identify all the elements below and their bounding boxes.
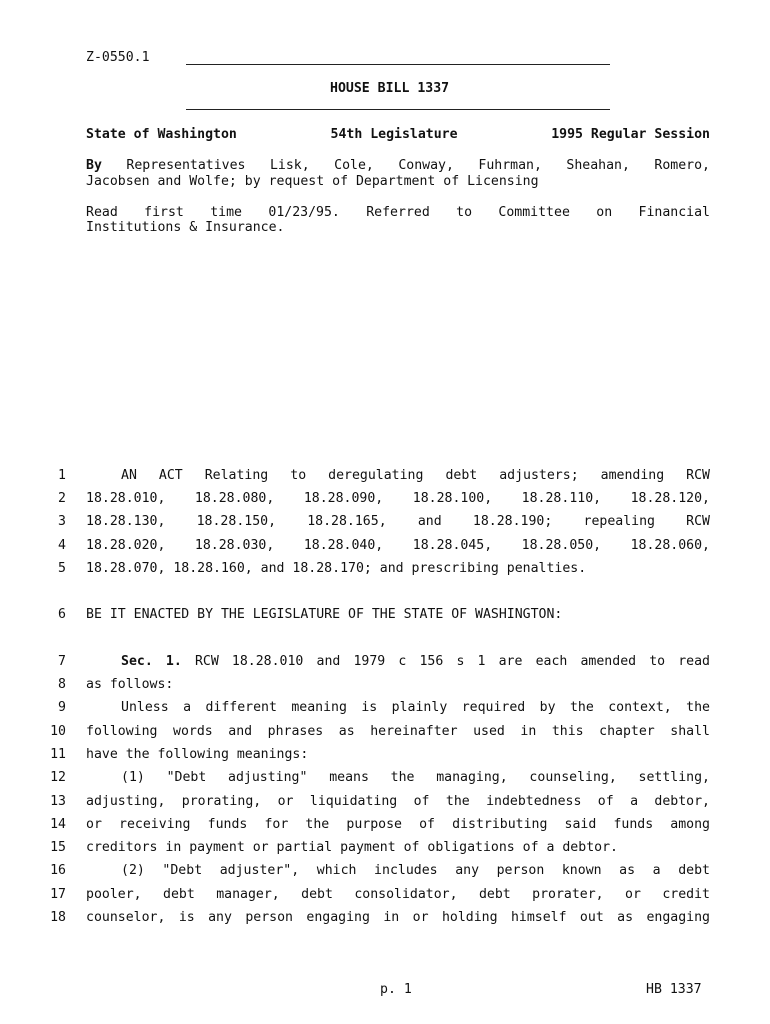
line-number: 4 (58, 538, 66, 553)
line-number: 15 (50, 840, 66, 855)
line-number: 10 (50, 724, 66, 739)
section-heading-text: RCW 18.28.010 and 1979 c 156 s 1 are each amended to read (194, 654, 710, 669)
line-number: 6 (58, 607, 66, 622)
body-line: following words and phrases as hereinafter used in this chapter shall (86, 724, 710, 739)
body-line: (1) "Debt adjusting" means the managing, counseling, settling, (121, 770, 710, 785)
body-line: have the following meanings: (86, 747, 309, 762)
body-line: pooler, debt manager, debt consolidator, debt prorater, or credit (86, 887, 710, 902)
line-number: 2 (58, 491, 66, 506)
line-number: 17 (50, 887, 66, 902)
line-number: 11 (50, 747, 66, 762)
line-number: 8 (58, 677, 66, 692)
read-line-2: Institutions & Insurance. (86, 220, 285, 235)
sponsors-line-2: Jacobsen and Wolfe; by request of Department of Licensing (86, 174, 539, 189)
bill-title: HOUSE BILL 1337 (330, 81, 450, 96)
body-line: counselor, is any person engaging in or holding himself out as engaging (86, 910, 710, 925)
enacting-clause: BE IT ENACTED BY THE LEGISLATURE OF THE STATE OF WASHINGTON: (86, 607, 563, 622)
section-heading-line (86, 652, 710, 672)
footer-bill-ref: HB 1337 (646, 982, 702, 997)
line-number: 12 (50, 770, 66, 785)
body-line: 18.28.010, 18.28.080, 18.28.090, 18.28.100, 18.28.110, 18.28.120, (86, 491, 710, 506)
section-label: Sec. 1. (121, 654, 182, 669)
body-line: 18.28.070, 18.28.160, and 18.28.170; and prescribing penalties. (86, 561, 587, 576)
line-number: 1 (58, 468, 66, 483)
header-rule-bottom (186, 109, 610, 110)
header-rule-top (186, 64, 610, 65)
line-number: 3 (58, 514, 66, 529)
line-number: 9 (58, 700, 66, 715)
by-label: By (86, 158, 102, 173)
body-line: Unless a different meaning is plainly required by the context, the (121, 700, 710, 715)
body-line: AN ACT Relating to deregulating debt adjusters; amending RCW (121, 468, 710, 483)
line-number: 5 (58, 561, 66, 576)
body-line: creditors in payment or partial payment of obligations of a debtor. (86, 840, 618, 855)
body-line: (2) "Debt adjuster", which includes any person known as a debt (121, 863, 710, 878)
page-number: p. 1 (380, 982, 412, 997)
body-line: or receiving funds for the purpose of distributing said funds among (86, 817, 710, 832)
body-line: 18.28.130, 18.28.150, 18.28.165, and 18.28.190; repealing RCW (86, 514, 710, 529)
read-line-1: Read first time 01/23/95. Referred to Committee on Financial (86, 205, 710, 220)
line-number: 13 (50, 794, 66, 809)
line-number: 16 (50, 863, 66, 878)
sponsors-text-1: Representatives Lisk, Cole, Conway, Fuhrman, Sheahan, Romero, (126, 158, 710, 173)
bill-code: Z-0550.1 (86, 50, 150, 65)
line-number: 18 (50, 910, 66, 925)
legislature: 54th Legislature (330, 127, 458, 142)
sponsors-line-1 (86, 158, 710, 173)
session: 1995 Regular Session (551, 127, 710, 142)
body-line: adjusting, prorating, or liquidating of the indebtedness of a debtor, (86, 794, 710, 809)
session-line (86, 127, 710, 142)
body-line: as follows: (86, 677, 174, 692)
body-line: 18.28.020, 18.28.030, 18.28.040, 18.28.045, 18.28.050, 18.28.060, (86, 538, 710, 553)
line-number: 7 (58, 654, 66, 669)
line-number: 14 (50, 817, 66, 832)
state-name: State of Washington (86, 127, 237, 142)
